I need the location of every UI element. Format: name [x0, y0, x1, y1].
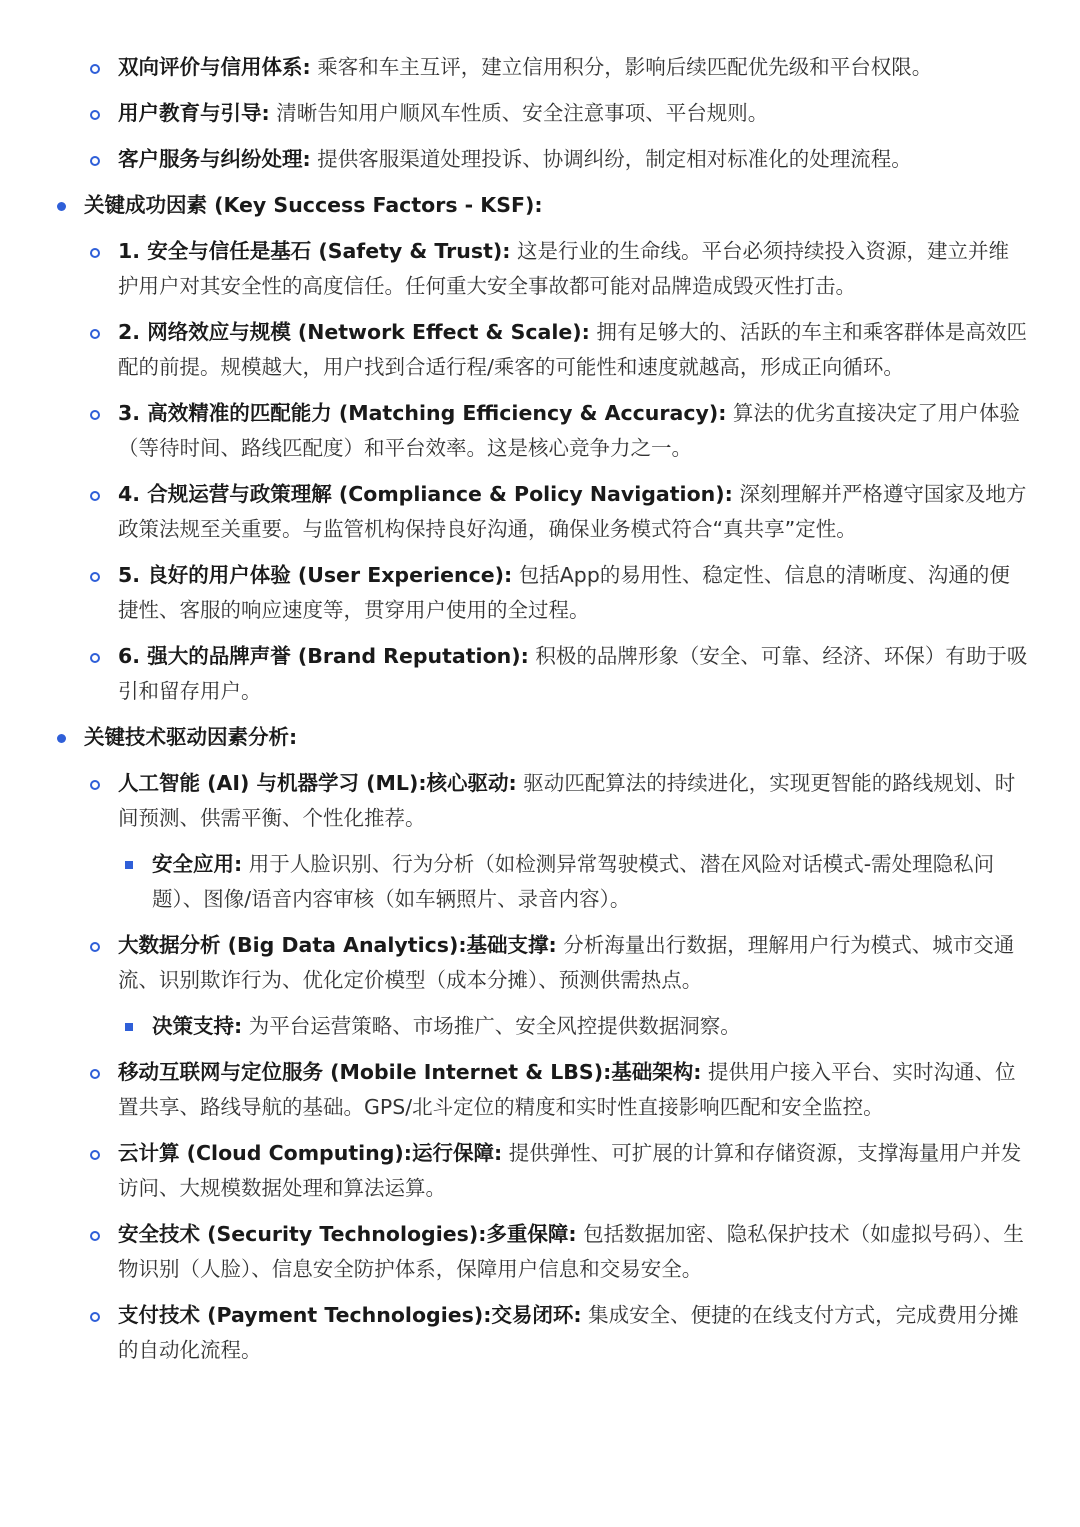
square-bullet-icon [125, 861, 133, 869]
item-text: 这是行业的生命线。平台必须持续投入资源，建立并维护用户对其安全性的高度信任。任何重大安全事故都可能对品牌造成毁灭性打击。 [118, 239, 1009, 298]
list-item [0, 142, 1080, 177]
sub-list-item [0, 1009, 1080, 1044]
item-text: 集成安全、便捷的在线支付方式，完成费用分摊的自动化流程。 [118, 1303, 1019, 1362]
item-text: 拥有足够大的、活跃的车主和乘客群体是高效匹配的前提。规模越大，用户找到合适行程/乘客的可能性和速度就越高，形成正向循环。 [118, 320, 1027, 379]
document-body [0, 50, 1080, 1379]
item-title: 用户教育与引导: [118, 101, 270, 125]
list-item [0, 477, 1080, 547]
item-title: 移动互联网与定位服务 (Mobile Internet & LBS):基础架构: [118, 1060, 702, 1084]
list-item [0, 1298, 1080, 1368]
item-title: 5. 良好的用户体验 (User Experience): [118, 563, 513, 587]
item-text: 清晰告知用户顺风车性质、安全注意事项、平台规则。 [269, 101, 769, 125]
item-text: 乘客和车主互评，建立信用积分，影响后续匹配优先级和平台权限。 [310, 55, 933, 79]
hollow-bullet-icon [90, 1069, 100, 1079]
list-item [0, 1217, 1080, 1287]
list-item [0, 766, 1080, 917]
item-title: 1. 安全与信任是基石 (Safety & Trust): [118, 239, 511, 263]
list-item [0, 639, 1080, 709]
item-title: 4. 合规运营与政策理解 (Compliance & Policy Navigation): [118, 482, 733, 506]
sub-item-title: 决策支持: [152, 1014, 243, 1038]
item-title: 安全技术 (Security Technologies):多重保障: [118, 1222, 577, 1246]
item-title: 人工智能 (AI) 与机器学习 (ML):核心驱动: [118, 771, 517, 795]
item-title: 双向评价与信用体系: [118, 55, 311, 79]
hollow-bullet-icon [90, 572, 100, 582]
sub-item-text: 为平台运营策略、市场推广、安全风控提供数据洞察。 [242, 1014, 741, 1038]
hollow-bullet-icon [90, 156, 100, 166]
list-item [0, 558, 1080, 628]
sub-list [118, 847, 1028, 917]
hollow-bullet-icon [90, 653, 100, 663]
item-text: 提供弹性、可扩展的计算和存储资源，支撑海量用户并发访问、大规模数据处理和算法运算。 [118, 1141, 1022, 1200]
item-text: 算法的优劣直接决定了用户体验（等待时间、路线匹配度）和平台效率。这是核心竞争力之一。 [118, 401, 1020, 460]
item-text: 提供客服渠道处理投诉、协调纠纷，制定相对标准化的处理流程。 [310, 147, 912, 171]
item-text: 包括App的易用性、稳定性、信息的清晰度、沟通的便捷性、客服的响应速度等，贯穿用户使用的全过程。 [118, 563, 1010, 622]
section-tech-drivers [0, 720, 1080, 1368]
hollow-bullet-icon [90, 329, 100, 339]
sub-item-title: 安全应用: [152, 852, 243, 876]
item-title: 客户服务与纠纷处理: [118, 147, 311, 171]
list-item [0, 234, 1080, 304]
item-text: 分析海量出行数据，理解用户行为模式、城市交通流、识别欺诈行为、优化定价模型（成本分摊）、预测供需热点。 [118, 933, 1015, 992]
hollow-bullet-icon [90, 1231, 100, 1241]
section-heading: 关键技术驱动因素分析: [84, 725, 298, 749]
list-item [0, 1055, 1080, 1125]
hollow-bullet-icon [90, 942, 100, 952]
list-item [0, 396, 1080, 466]
ksf-section [0, 188, 1080, 1368]
hollow-bullet-icon [90, 491, 100, 501]
item-text: 深刻理解并严格遵守国家及地方政策法规至关重要。与监管机构保持良好沟通，确保业务模式符合“真共享”定性。 [118, 482, 1027, 541]
section-heading: 关键成功因素 (Key Success Factors - KSF): [84, 193, 543, 217]
sub-list-item [0, 847, 1080, 917]
sub-item-text: 用于人脸识别、行为分析（如检测异常驾驶模式、潜在风险对话模式-需处理隐私问题）、图像/语音内容审核（如车辆照片、录音内容）。 [152, 852, 995, 911]
hollow-bullet-icon [90, 110, 100, 120]
item-title: 云计算 (Cloud Computing):运行保障: [118, 1141, 503, 1165]
sub-list [118, 1009, 1028, 1044]
item-title: 支付技术 (Payment Technologies):交易闭环: [118, 1303, 582, 1327]
item-text: 驱动匹配算法的持续进化，实现更智能的路线规划、时间预测、供需平衡、个性化推荐。 [118, 771, 1016, 830]
list-item [0, 315, 1080, 385]
item-text: 包括数据加密、隐私保护技术（如虚拟号码）、生物识别（人脸）、信息安全防护体系，保障用户信息和交易安全。 [118, 1222, 1024, 1281]
section-ksf [0, 188, 1080, 709]
list-item [0, 1136, 1080, 1206]
tech-list [84, 766, 1032, 1368]
hollow-bullet-icon [90, 248, 100, 258]
filled-bullet-icon [57, 202, 66, 211]
square-bullet-icon [125, 1023, 133, 1031]
ksf-list [84, 234, 1032, 709]
hollow-bullet-icon [90, 64, 100, 74]
item-text: 提供用户接入平台、实时沟通、位置共享、路线导航的基础。GPS/北斗定位的精度和实时性直接影响匹配和安全监控。 [118, 1060, 1016, 1119]
filled-bullet-icon [57, 734, 66, 743]
hollow-bullet-icon [90, 410, 100, 420]
item-title: 2. 网络效应与规模 (Network Effect & Scale): [118, 320, 590, 344]
list-item [0, 928, 1080, 1044]
hollow-bullet-icon [90, 780, 100, 790]
hollow-bullet-icon [90, 1312, 100, 1322]
item-title: 3. 高效精准的匹配能力 (Matching Efficiency & Accuracy): [118, 401, 727, 425]
list-item [0, 50, 1080, 85]
item-title: 6. 强大的品牌声誉 (Brand Reputation): [118, 644, 529, 668]
list-item [0, 96, 1080, 131]
hollow-bullet-icon [90, 1150, 100, 1160]
item-text: 积极的品牌形象（安全、可靠、经济、环保）有助于吸引和留存用户。 [118, 644, 1028, 703]
item-title: 大数据分析 (Big Data Analytics):基础支撑: [118, 933, 557, 957]
continued-list [0, 50, 1080, 177]
